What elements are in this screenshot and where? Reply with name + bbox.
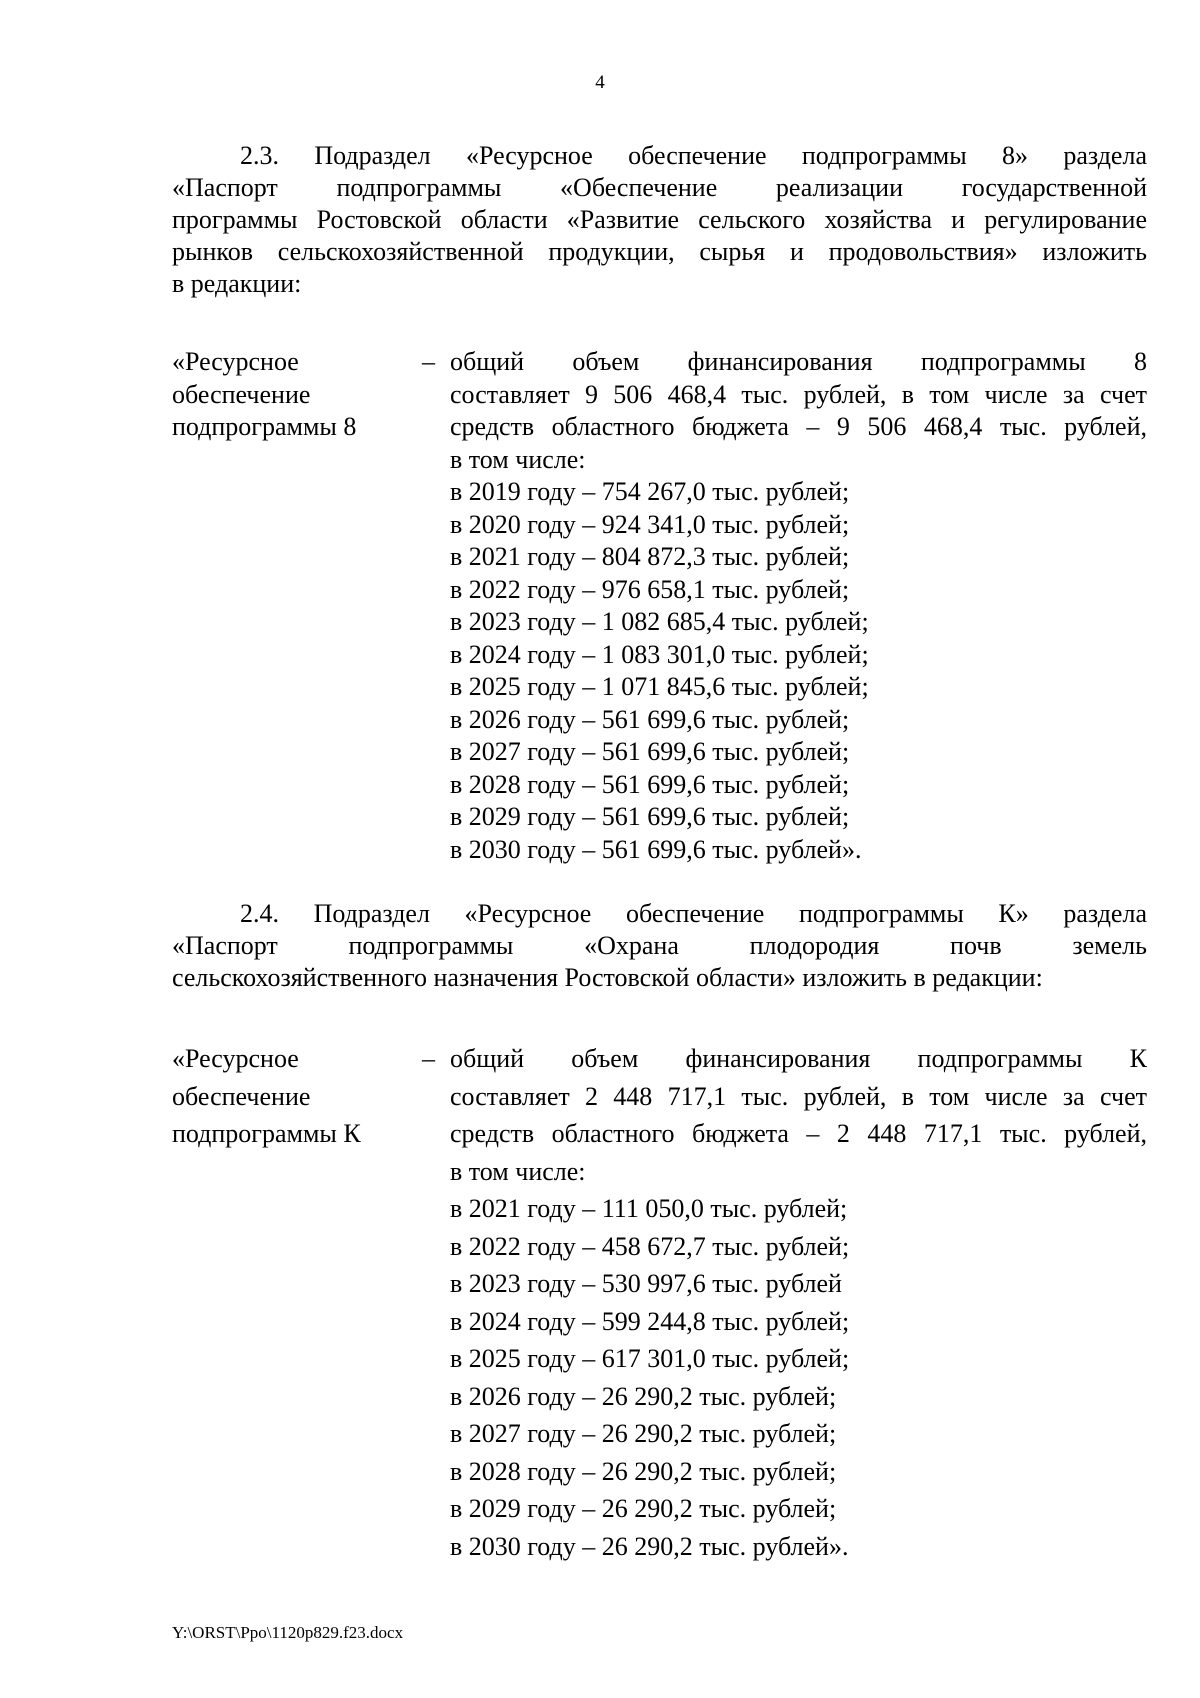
year-line: в 2020 году – 924 341,0 тыс. рублей; <box>450 509 850 539</box>
resource-intro-line: средств областного бюджета – 2 448 717,1 тыс. рублей, <box>450 1119 1147 1148</box>
resource-intro-line: в том числе: <box>450 1156 586 1186</box>
paragraph-line: в редакции: <box>172 269 302 298</box>
section-2-3-paragraph <box>172 140 1147 300</box>
year-line: в 2025 году – 1 071 845,6 тыс. рублей; <box>450 672 869 701</box>
footer-file-path: Y:\ORST\Ppo\1120p829.f23.docx <box>172 1623 404 1642</box>
resource-intro-line: общий объем финансирования подпрограммы К <box>450 1044 1147 1073</box>
paragraph-line: «Паспорт подпрограммы «Обеспечение реализации государственной <box>172 173 1147 202</box>
year-line: в 2024 году – 1 083 301,0 тыс. рублей; <box>450 639 869 669</box>
resource-body <box>450 346 1147 866</box>
paragraph-line: сельскохозяйственного назначения Ростовской области» изложить в редакции: <box>172 963 1043 992</box>
resource-body <box>450 1040 1147 1565</box>
year-line: в 2030 году – 561 699,6 тыс. рублей». <box>450 834 862 864</box>
page-number: 4 <box>595 72 605 93</box>
year-line: в 2029 году – 561 699,6 тыс. рублей; <box>450 802 850 831</box>
year-line: в 2023 году – 530 997,6 тыс. рублей <box>450 1269 842 1298</box>
resource-intro-line: составляет 2 448 717,1 тыс. рублей, в том числе за счет <box>450 1081 1147 1111</box>
year-line: в 2021 году – 111 050,0 тыс. рублей; <box>450 1194 848 1223</box>
resource-label-line: обеспечение <box>172 1081 311 1111</box>
resource-intro-line: в том числе: <box>450 444 586 474</box>
year-line: в 2022 году – 458 672,7 тыс. рублей; <box>450 1231 850 1261</box>
paragraph-line: 2.3. Подраздел «Ресурсное обеспечение подпрограммы 8» раздела <box>240 141 1147 170</box>
year-line: в 2029 году – 26 290,2 тыс. рублей; <box>450 1494 837 1523</box>
resource-label-line: обеспечение <box>172 379 311 409</box>
resource-label-line: подпрограммы 8 <box>172 412 357 441</box>
year-line: в 2028 году – 561 699,6 тыс. рублей; <box>450 769 850 799</box>
year-line: в 2024 году – 599 244,8 тыс. рублей; <box>450 1306 850 1336</box>
resource-dash: – <box>422 347 435 376</box>
resource-label-line: подпрограммы К <box>172 1119 361 1148</box>
resource-intro-line: общий объем финансирования подпрограммы 8 <box>450 347 1147 376</box>
year-line: в 2030 году – 26 290,2 тыс. рублей». <box>450 1531 849 1561</box>
year-line: в 2019 году – 754 267,0 тыс. рублей; <box>450 477 850 506</box>
section-2-4-paragraph <box>172 898 1147 994</box>
paragraph-line: программы Ростовской области «Развитие сельского хозяйства и регулирование <box>172 205 1147 234</box>
year-line: в 2023 году – 1 082 685,4 тыс. рублей; <box>450 607 869 636</box>
year-line: в 2021 году – 804 872,3 тыс. рублей; <box>450 542 850 571</box>
resource-intro-line: средств областного бюджета – 9 506 468,4 тыс. рублей, <box>450 412 1147 441</box>
year-line: в 2025 году – 617 301,0 тыс. рублей; <box>450 1344 850 1373</box>
paragraph-line: «Паспорт подпрограммы «Охрана плодородия почв земель <box>172 931 1147 960</box>
year-line: в 2027 году – 26 290,2 тыс. рублей; <box>450 1419 837 1448</box>
year-line: в 2026 году – 26 290,2 тыс. рублей; <box>450 1381 837 1411</box>
resource-label <box>172 346 412 444</box>
paragraph-line: рынков сельскохозяйственной продукции, сырья и продовольствия» изложить <box>172 237 1147 266</box>
paragraph-line: 2.4. Подраздел «Ресурсное обеспечение подпрограммы К» раздела <box>240 899 1147 928</box>
resource-dash: – <box>422 1044 435 1073</box>
resource-intro-line: составляет 9 506 468,4 тыс. рублей, в том числе за счет <box>450 379 1147 409</box>
resource-label <box>172 1040 412 1153</box>
resource-label-line: «Ресурсное <box>172 1044 299 1073</box>
year-line: в 2028 году – 26 290,2 тыс. рублей; <box>450 1456 837 1486</box>
year-line: в 2026 году – 561 699,6 тыс. рублей; <box>450 704 850 734</box>
year-line: в 2022 году – 976 658,1 тыс. рублей; <box>450 574 850 604</box>
year-line: в 2027 году – 561 699,6 тыс. рублей; <box>450 737 850 766</box>
resource-label-line: «Ресурсное <box>172 347 299 376</box>
